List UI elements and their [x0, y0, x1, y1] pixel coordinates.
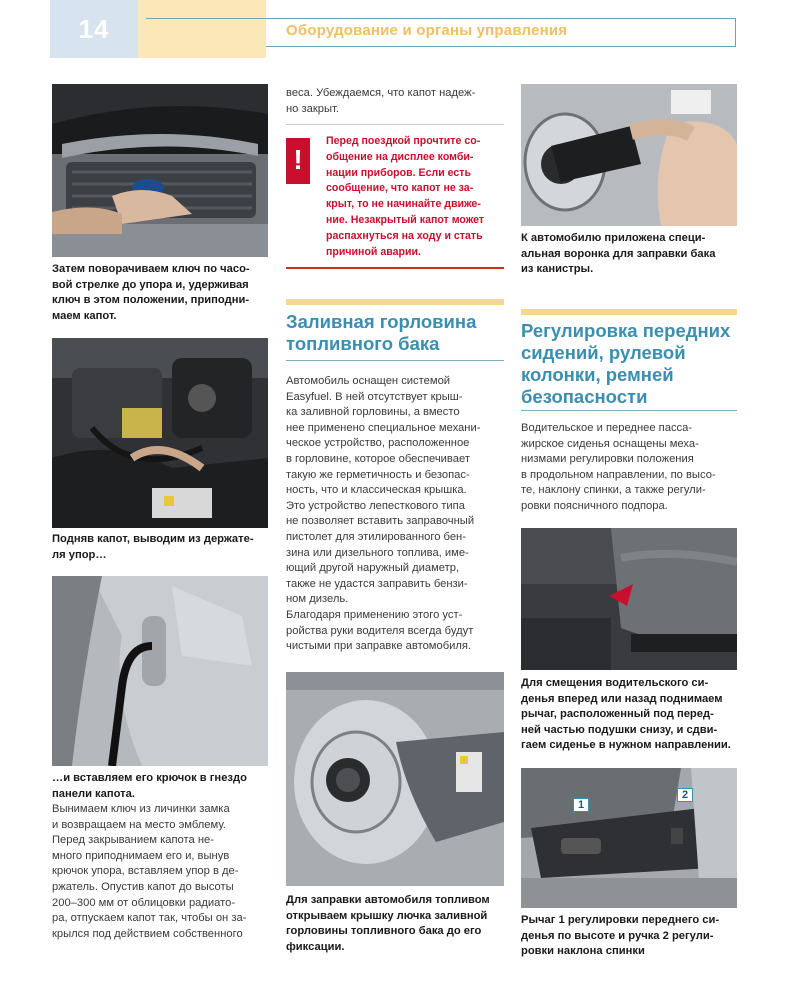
caption-funnel: К автомобилю приложена специ- альная воронка для заправки бака из канистры.: [521, 232, 716, 276]
photo-seat-lever: [521, 528, 737, 670]
photo-fuel-flap: [286, 672, 504, 886]
section-heading-seats: Регулировка передних сидений, рулевой колонки, ремней безопасности: [521, 320, 731, 407]
section-underline-fuel: [286, 360, 504, 361]
caption-seat-controls: Рычаг 1 регулировки переднего си- денья по высоте и ручка 2 регули- ровки наклона спинки: [521, 914, 720, 958]
body-seats: Водительское и переднее пасса- жирское сиденья оснащены меха- низмами регулировки положения в продольном направлении, по высо- те, наклону спинки, а также регули- ровки поясничного подпора.: [521, 422, 716, 512]
page-number: 14: [78, 14, 110, 44]
warning-bottom-rule: [286, 267, 504, 269]
caption-seat-slide: Для смещения водительского си- денья вперед или назад поднимаем рычаг, расположенный под перед- ней частью подушки снизу, и сдви- гаем сиденье в нужном направлении.: [521, 677, 731, 752]
caption-open-fuel-flap: Для заправки автомобиля топливом открываем крышку лючка заливной горловины топливного бака до его фиксации.: [286, 894, 490, 953]
section-title: Оборудование и органы управления: [286, 22, 568, 39]
page-number-box: [50, 0, 138, 58]
section-bar-seats: [521, 309, 737, 315]
body-easyfuel: Автомобиль оснащен системой Easyfuel. В ней отсутствует крыш- ка заливной горловины, а вместо нее применено специальное механи- ческое устройство, расположенное в горловине, которое обеспечивает такую же герметичность и безопас- ность, что и классическая крышка. Это устройство лепесткового типа не позволяет вставить заправочный пистолет для этилированного бен- зина или дизельного топлива, име- ющий другой наружный диаметр, также не удастся заправить бензи- ном дизель. Благодаря применению этого уст- ройства руки водителя всегда будут чистыми при заправке автомобиля.: [286, 375, 481, 653]
section-underline-seats: [521, 410, 737, 411]
caption-lift-hood: Подняв капот, выводим из держате- ля упор…: [52, 533, 254, 561]
photo-grille-key: [52, 84, 268, 257]
caption-insert-hook: …и вставляем его крючок в гнездо панели капота.: [52, 772, 247, 800]
body-hood-closed: веса. Убеждаемся, что капот надеж- но закрыт.: [286, 87, 476, 115]
photo-hood-prop: [52, 576, 268, 766]
caption-key-turn: Затем поворачиваем ключ по часо- вой стрелке до упора и, удерживая ключ в этом положении, приподни- маем капот.: [52, 263, 250, 322]
callout-2: 2: [677, 788, 693, 802]
body-close-hood: Вынимаем ключ из личинки замка и возвращаем на место эмблему. Перед закрыванием капота не- много приподнимаем его и, вынув крючок упора, вставляем упор в де- ржатель. Опустив капот до высоты 200–300 мм от облицовки радиато- ра, отпускаем капот так, чтобы он за- крылся под действием собственного: [52, 803, 247, 940]
photo-seat-controls: [521, 768, 737, 908]
section-bar-fuel: [286, 299, 504, 305]
warning-top-rule: [286, 124, 504, 125]
exclamation-icon: !: [286, 138, 310, 184]
section-heading-fuel: Заливная горловина топливного бака: [286, 311, 477, 354]
callout-1: 1: [573, 798, 589, 812]
photo-funnel: [521, 84, 737, 226]
photo-engine-bay: [52, 338, 268, 528]
warning-text: Перед поездкой прочтите со- общение на дисплее комби- нации приборов. Если есть сообщение, что капот не за- крыт, то не начинайте движе- ние. Незакрытый капот может распахнуться на ходу и стать причиной аварии.: [326, 135, 485, 258]
header-band: [138, 0, 266, 58]
